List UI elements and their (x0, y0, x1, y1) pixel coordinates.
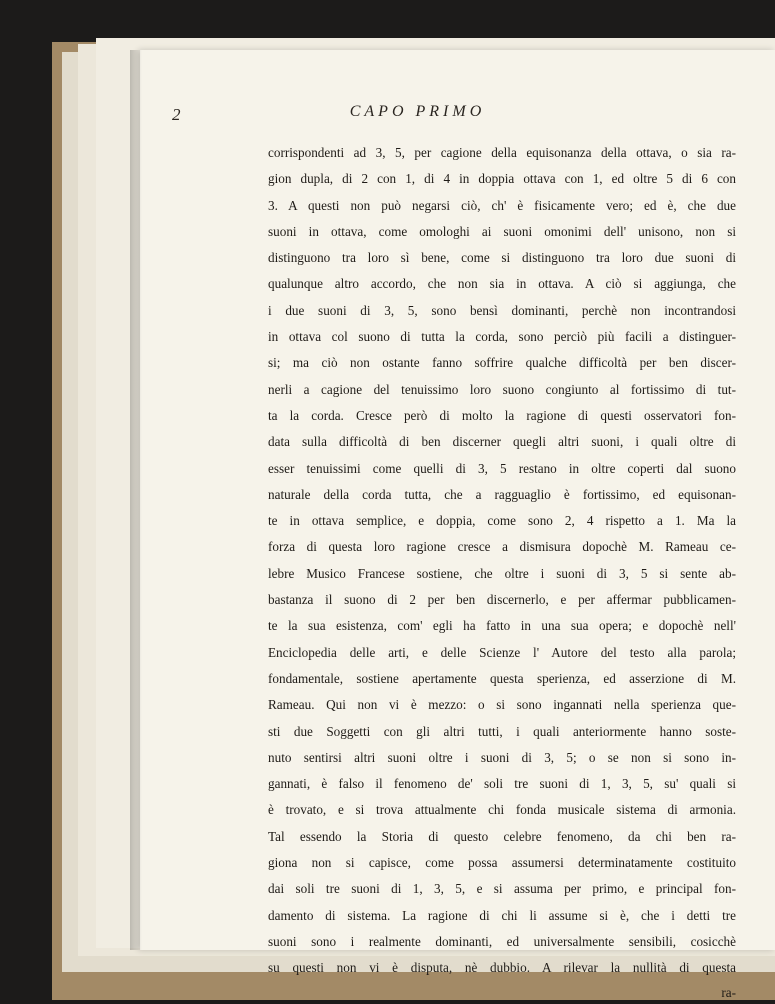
text-line: nerli a cagione del tenuissimo loro suono congiunto al fortissimo di tut- (268, 381, 736, 397)
text-line: nuto sentirsi altri suoni oltre i suoni di 3, 5; o se non si sono in- (268, 749, 736, 765)
text-line: lebre Musico Francese sostiene, che oltre i suoni di 3, 5 si sente ab- (268, 565, 736, 581)
text-line: suoni in ottava, come omologhi ai suoni omonimi dell' unisono, non si (268, 223, 736, 239)
text-line: te in ottava semplice, e doppia, come sono 2, 4 rispetto a 1. Ma la (268, 513, 736, 529)
page-number: 2 (172, 105, 181, 124)
text-line: naturale della corda tutta, che a ragguaglio è fortissimo, ed equisonan- (268, 486, 736, 502)
text-line: qualunque altro accordo, che non sia in ottava. A ciò si aggiunga, che (268, 276, 736, 292)
text-line: bastanza il suono di 2 per ben discernerlo, e per affermar pubblicamen- (268, 592, 736, 608)
text-line: Tal essendo la Storia di questo celebre fenomeno, da chi ben ra- (268, 828, 736, 844)
body-text (268, 140, 736, 1004)
text-line: gion dupla, di 2 con 1, di 4 in doppia ottava con 1, ed oltre 5 di 6 con (268, 171, 736, 187)
text-line: Enciclopedia delle arti, e delle Scienze l' Autore del testo alla parola; (268, 644, 736, 660)
text-line: 3. A questi non può negarsi ciò, ch' è fisicamente vero; ed è, che due (268, 197, 736, 213)
running-head: CAPO PRIMO (349, 103, 486, 120)
text-line: data sulla difficoltà di ben discerner quegli altri suoni, i quali oltre di (268, 434, 736, 450)
text-line: dai soli tre suoni di 1, 3, 5, e si assuma per primo, e principal fon- (268, 881, 736, 897)
text-line: suoni sono i realmente dominanti, ed universalmente sensibili, cosicchè (268, 933, 736, 949)
text-line: damento di sistema. La ragione di chi li assume si è, che i detti tre (268, 907, 736, 923)
text-line: si; ma ciò non ostante fanno soffrire qualche difficoltà per ben discer- (268, 355, 736, 371)
text-line: Rameau. Qui non vi è mezzo: o si sono ingannati nella sperienza que- (268, 697, 736, 713)
text-line: gannati, è falso il fenomeno de' soli tre suoni di 1, 3, 5, su' quali si (268, 776, 736, 792)
text-line: sti due Soggetti con gli altri tutti, i quali anteriormente hanno soste- (268, 723, 736, 739)
text-line: esser tenuissimi come quelli di 3, 5 restano in oltre coperti dal suono (268, 460, 736, 476)
text-line: te la sua esistenza, com' egli ha fatto in una sua opera; e dopochè nell' (268, 618, 736, 634)
text-line: giona non si capisce, come possa assumersi determinatamente costituito (268, 855, 736, 871)
text-line: distinguono tra loro sì bene, come si distinguono tra loro due suoni di (268, 250, 736, 266)
text-line: corrispondenti ad 3, 5, per cagione della equisonanza della ottava, o sia ra- (268, 145, 736, 160)
text-line: su questi non vi è disputa, nè dubbio. A rilevar la nullità di questa (268, 960, 736, 976)
text-line: fondamentale, sostiene apertamente questa sperienza, ed asserzione di M. (268, 670, 736, 686)
text-line: in ottava col suono di tutta la corda, sono perciò più facili a distinguer- (268, 329, 736, 345)
gutter-shadow (130, 50, 142, 950)
text-line: forza di questa loro ragione cresce a dismisura dopochè M. Rameau ce- (268, 539, 736, 555)
text-line: ta la corda. Cresce però di molto la ragione di questi osservatori fon- (268, 407, 736, 423)
catchword: ra- (721, 984, 736, 1000)
text-line: è trovato, e si trova attualmente chi fonda musicale sistema di armonia. (268, 802, 736, 818)
text-line: i due suoni di 3, 5, sono bensì dominanti, perchè non incontrandosi (268, 302, 736, 318)
